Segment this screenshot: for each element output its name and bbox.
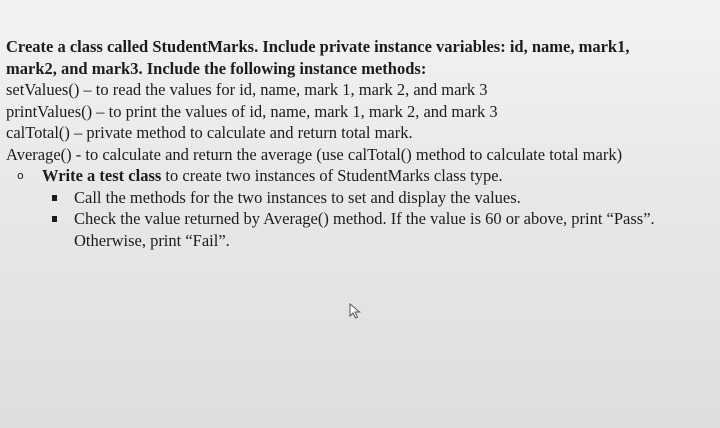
sub-item-text: Check the value returned by Average() method. If the value is 60 or above, print “Pass”. Otherwise, print “Fail”. xyxy=(74,209,655,250)
test-class-bold-text: Write a test class xyxy=(42,166,162,185)
method-printvalues: printValues() – to print the values of id, name, mark 1, mark 2, and mark 3 xyxy=(6,101,498,121)
method-setvalues: setValues() – to read the values for id, name, mark 1, mark 2, and mark 3 xyxy=(6,80,488,99)
sub-list-item-call-methods xyxy=(6,187,712,209)
heading-line-1: Create a class called StudentMarks. Include private instance variables: id, name, mark1, xyxy=(6,37,630,56)
list-item-test-class xyxy=(6,165,712,187)
square-bullet-icon xyxy=(52,216,57,222)
method-caltotal: calTotal() – private method to calculate and return total mark. xyxy=(6,123,413,142)
sub-item-text: Call the methods for the two instances to set and display the values. xyxy=(74,187,521,207)
sub-list-item-check-average xyxy=(6,208,712,251)
square-bullet-icon xyxy=(52,195,57,201)
test-class-text: to create two instances of StudentMarks class type. xyxy=(161,166,503,185)
hollow-bullet-icon: o xyxy=(17,169,24,182)
method-average: Average() - to calculate and return the average (use calTotal() method to calculate total mark) xyxy=(6,144,623,164)
assignment-text xyxy=(6,36,712,251)
mouse-pointer-icon xyxy=(349,303,361,319)
heading-line-2: mark2, and mark3. Include the following instance methods: xyxy=(6,58,427,78)
